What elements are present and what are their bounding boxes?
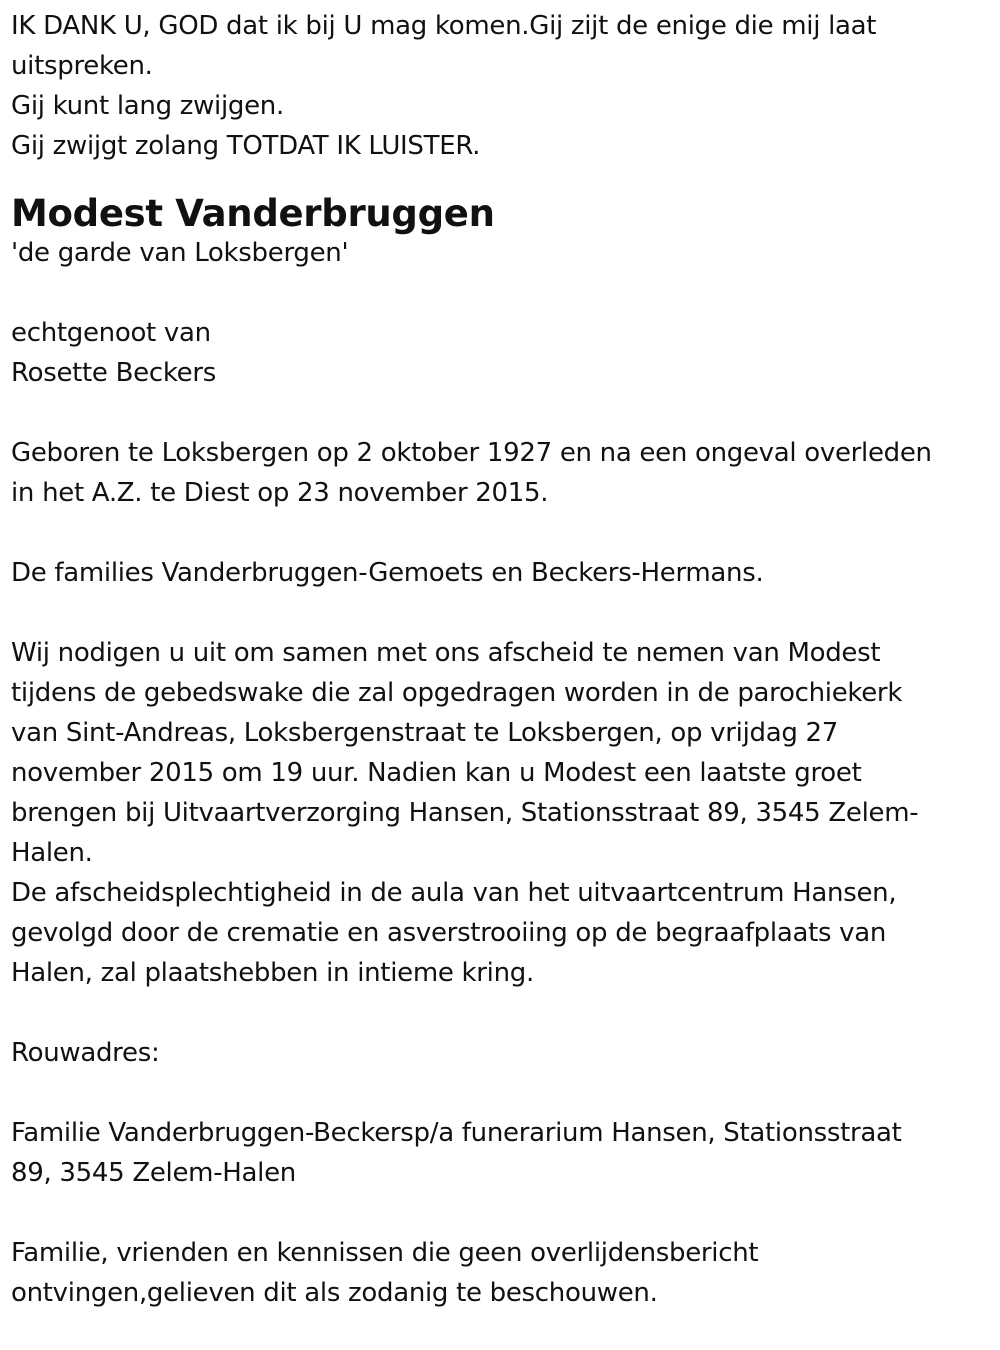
address-label-line: Rouwadres: (11, 1038, 160, 1068)
ceremony-line: brengen bij Uitvaartverzorging Hansen, Stationsstraat 89, 3545 Zelem- (11, 798, 919, 828)
ceremony-line: november 2015 om 19 uur. Nadien kan u Modest een laatste groet (11, 758, 862, 788)
spouse-line: echtgenoot van (11, 318, 211, 348)
address-line: Familie Vanderbruggen-Beckersp/a funerarium Hansen, Stationsstraat (11, 1118, 902, 1148)
obituary-notice (11, 6, 981, 1313)
families-text (11, 553, 981, 593)
birth-death-line: in het A.Z. te Diest op 23 november 2015. (11, 478, 549, 508)
birth-death-line: Geboren te Loksbergen op 2 oktober 1927 en na een ongeval overleden (11, 438, 932, 468)
ceremony-line: Halen, zal plaatshebben in intieme kring. (11, 958, 534, 988)
families-line: De families Vanderbruggen-Gemoets en Beckers-Hermans. (11, 558, 764, 588)
deceased-nickname (11, 233, 981, 273)
ceremony-line: van Sint-Andreas, Loksbergenstraat te Loksbergen, op vrijdag 27 (11, 718, 838, 748)
address-label (11, 1033, 981, 1073)
spouse-text (11, 313, 981, 393)
prayer-line: Gij kunt lang zwijgen. (11, 91, 284, 121)
birth-death-text (11, 433, 981, 513)
prayer-line: IK DANK U, GOD dat ik bij U mag komen.Gij zijt de enige die mij laat (11, 11, 877, 41)
closing-line: ontvingen,gelieven dit als zodanig te beschouwen. (11, 1278, 658, 1308)
ceremony-text (11, 633, 981, 993)
prayer-text (11, 6, 981, 166)
prayer-line: Gij zwijgt zolang TOTDAT IK LUISTER. (11, 131, 481, 161)
ceremony-line: tijdens de gebedswake die zal opgedragen worden in de parochiekerk (11, 678, 903, 708)
closing-text (11, 1233, 981, 1313)
ceremony-line: De afscheidsplechtigheid in de aula van het uitvaartcentrum Hansen, (11, 878, 897, 908)
prayer-line: uitspreken. (11, 51, 153, 81)
nickname-line: 'de garde van Loksbergen' (11, 238, 349, 268)
ceremony-line: Halen. (11, 838, 93, 868)
ceremony-line: gevolgd door de crematie en asverstrooiing op de begraafplaats van (11, 918, 887, 948)
address-line: 89, 3545 Zelem-Halen (11, 1158, 296, 1188)
address-text (11, 1113, 981, 1193)
deceased-name: Modest Vanderbruggen (11, 192, 495, 235)
ceremony-line: Wij nodigen u uit om samen met ons afscheid te nemen van Modest (11, 638, 881, 668)
closing-line: Familie, vrienden en kennissen die geen overlijdensbericht (11, 1238, 759, 1268)
spouse-line: Rosette Beckers (11, 358, 216, 388)
